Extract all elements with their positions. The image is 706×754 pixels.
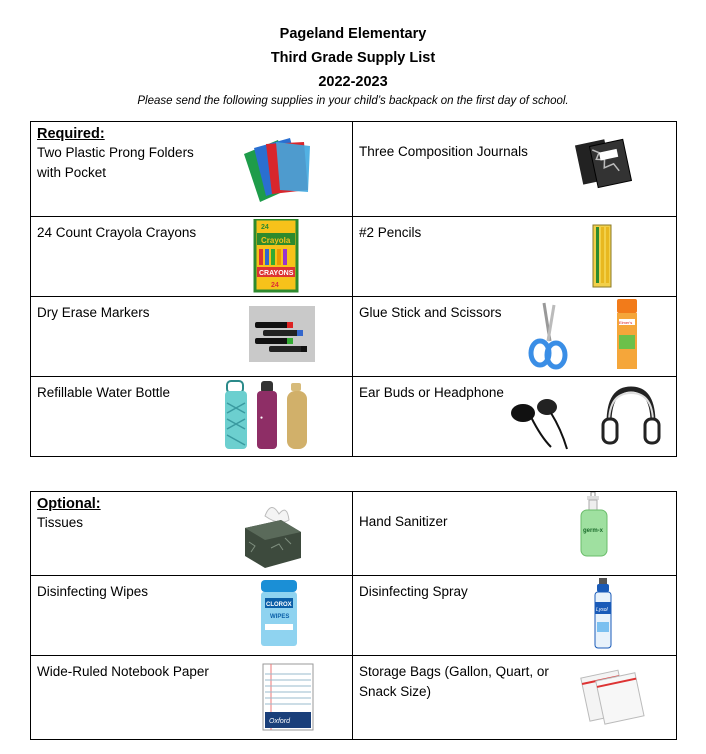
glue-stick-icon [615,299,639,371]
headphones-icon [601,383,661,449]
composition-journal-icon [573,132,633,192]
optional-table [30,491,677,740]
item-label: Three Composition Journals [359,144,528,159]
list-item [31,576,353,656]
storage-bags-icon [577,662,647,728]
item-label: Tissues [37,515,84,530]
notebook-paper-icon [261,662,315,732]
school-year: 2022-2023 [318,74,388,90]
hand-sanitizer-icon [577,492,611,558]
item-label: Hand Sanitizer [359,514,448,529]
item-label: Disinfecting Spray [359,584,468,599]
svg-text:●: ● [260,415,264,421]
item-label: Dry Erase Markers [37,305,150,320]
scissors-icon [528,301,568,371]
list-item [353,122,677,217]
sanitizer-brand: germ-x [583,528,604,534]
item-label: Ear Buds or Headphone [359,385,504,400]
list-item [31,217,353,297]
spray-brand: Lysol [596,607,608,613]
list-item [353,492,677,576]
required-heading: Required: [37,126,105,142]
list-item [353,656,677,740]
instructions: Please send the following supplies in your child’s backpack on the first day of school. [137,95,569,107]
list-item [353,297,677,377]
required-table [30,121,677,457]
item-label: #2 Pencils [359,225,422,240]
glue-brand: Elmer's [619,320,633,325]
markers-icon [249,306,315,362]
wipes-brand: CLOROX [266,602,292,608]
optional-heading: Optional: [37,496,101,512]
school-name: Pageland Elementary [279,26,427,42]
list-item [353,576,677,656]
page-title: Third Grade Supply List [270,50,436,66]
list-item [31,122,353,217]
paper-brand: Oxford [269,718,291,725]
item-label: Storage Bags (Gallon, Quart, or Snack Size) [359,664,549,699]
list-item [31,656,353,740]
list-item [31,377,353,457]
pencils-icon [591,223,613,289]
spray-can-icon [593,578,613,650]
list-item [353,377,677,457]
item-label: Two Plastic Prong Folders with Pocket [37,145,194,180]
earbuds-icon [503,387,583,453]
item-label: Glue Stick and Scissors [359,305,502,320]
item-label: Wide-Ruled Notebook Paper [37,664,209,679]
crayon-count-top: 24 [261,224,269,231]
tissue-box-icon [241,498,305,570]
crayon-word: CRAYONS [259,270,294,277]
list-item [353,217,677,297]
crayon-box-icon [251,219,301,293]
item-label: Refillable Water Bottle [37,385,171,400]
crayon-count-bottom: 24 [271,282,279,289]
crayon-brand: Crayola [261,236,291,245]
list-item [31,297,353,377]
water-bottles-icon [221,379,321,451]
item-label: 24 Count Crayola Crayons [37,225,197,240]
item-label: Disinfecting Wipes [37,584,149,599]
list-item [31,492,353,576]
wipes-word: WIPES [270,614,290,620]
folders-icon [236,134,316,206]
wipes-canister-icon [259,580,299,648]
